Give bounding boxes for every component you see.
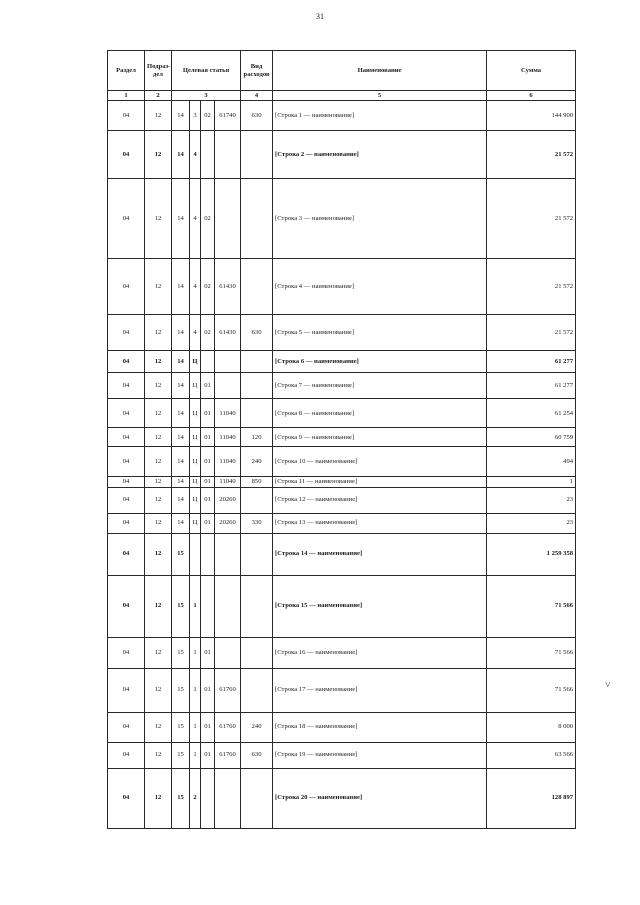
table-row xyxy=(108,315,576,351)
celevaya-4-cell xyxy=(215,373,241,399)
podrazdel-cell: 12 xyxy=(145,487,172,513)
celevaya-1-cell: 15 xyxy=(172,637,190,668)
celevaya-1-cell: 14 xyxy=(172,131,190,179)
table-row xyxy=(108,399,576,428)
celevaya-2-cell xyxy=(190,533,201,575)
podrazdel-cell: 12 xyxy=(145,179,172,259)
sum-cell: 21 572 xyxy=(487,259,576,315)
celevaya-1-cell: 15 xyxy=(172,533,190,575)
vid-rashodov-cell: 120 xyxy=(241,428,273,447)
razdel-cell: 04 xyxy=(108,399,145,428)
table-row xyxy=(108,131,576,179)
table-row xyxy=(108,477,576,487)
celevaya-1-cell: 14 xyxy=(172,373,190,399)
podrazdel-cell: 12 xyxy=(145,742,172,768)
celevaya-2-cell: Ц xyxy=(190,513,201,533)
vid-rashodov-cell: 330 xyxy=(241,513,273,533)
table-body xyxy=(108,101,576,828)
table-row xyxy=(108,768,576,828)
podrazdel-cell: 12 xyxy=(145,477,172,487)
sum-cell: 1 xyxy=(487,477,576,487)
razdel-cell: 04 xyxy=(108,351,145,373)
page-number: 31 xyxy=(316,12,324,21)
sum-cell: 1 259 358 xyxy=(487,533,576,575)
name-cell: [Строка 4 — наименование] xyxy=(273,259,487,315)
celevaya-3-cell: 01 xyxy=(201,428,215,447)
sum-cell: 63 566 xyxy=(487,742,576,768)
table-row xyxy=(108,428,576,447)
razdel-cell: 04 xyxy=(108,477,145,487)
podrazdel-cell: 12 xyxy=(145,131,172,179)
vid-rashodov-cell xyxy=(241,351,273,373)
table-row xyxy=(108,373,576,399)
celevaya-2-cell: 4 xyxy=(190,315,201,351)
name-cell: [Строка 3 — наименование] xyxy=(273,179,487,259)
celevaya-4-cell: 61430 xyxy=(215,259,241,315)
celevaya-2-cell: Ц xyxy=(190,428,201,447)
vid-rashodov-cell xyxy=(241,533,273,575)
name-cell: [Строка 2 — наименование] xyxy=(273,131,487,179)
celevaya-1-cell: 14 xyxy=(172,315,190,351)
celevaya-3-cell: 02 xyxy=(201,179,215,259)
celevaya-1-cell: 14 xyxy=(172,513,190,533)
sum-cell: 61 277 xyxy=(487,373,576,399)
celevaya-4-cell: 61760 xyxy=(215,668,241,712)
name-cell: [Строка 16 — наименование] xyxy=(273,637,487,668)
table-row xyxy=(108,259,576,315)
celevaya-3-cell: 01 xyxy=(201,399,215,428)
name-cell: [Строка 5 — наименование] xyxy=(273,315,487,351)
vid-rashodov-cell xyxy=(241,637,273,668)
name-cell: [Строка 11 — наименование] xyxy=(273,477,487,487)
sum-cell: 21 572 xyxy=(487,131,576,179)
table-row xyxy=(108,513,576,533)
vid-rashodov-cell xyxy=(241,487,273,513)
podrazdel-cell: 12 xyxy=(145,101,172,131)
table-row xyxy=(108,742,576,768)
celevaya-3-cell: 01 xyxy=(201,668,215,712)
vid-rashodov-cell: 240 xyxy=(241,712,273,742)
column-number: 6 xyxy=(487,91,576,101)
celevaya-4-cell: 11040 xyxy=(215,447,241,477)
razdel-cell: 04 xyxy=(108,179,145,259)
celevaya-1-cell: 15 xyxy=(172,575,190,637)
podrazdel-cell: 12 xyxy=(145,668,172,712)
celevaya-4-cell: 61430 xyxy=(215,315,241,351)
header-row xyxy=(108,51,576,91)
header-naimenovanie: Наименование xyxy=(273,51,487,91)
celevaya-3-cell: 01 xyxy=(201,712,215,742)
celevaya-2-cell: 4 xyxy=(190,259,201,315)
celevaya-4-cell xyxy=(215,575,241,637)
celevaya-3-cell: 01 xyxy=(201,447,215,477)
vid-rashodov-cell: 240 xyxy=(241,447,273,477)
column-number: 2 xyxy=(145,91,172,101)
razdel-cell: 04 xyxy=(108,533,145,575)
podrazdel-cell: 12 xyxy=(145,351,172,373)
razdel-cell: 04 xyxy=(108,637,145,668)
razdel-cell: 04 xyxy=(108,447,145,477)
sum-cell: 128 897 xyxy=(487,768,576,828)
name-cell: [Строка 9 — наименование] xyxy=(273,428,487,447)
table-row xyxy=(108,637,576,668)
celevaya-2-cell: 1 xyxy=(190,575,201,637)
name-cell: [Строка 13 — наименование] xyxy=(273,513,487,533)
header-summa: Сумма xyxy=(487,51,576,91)
vid-rashodov-cell xyxy=(241,373,273,399)
sum-cell: 21 572 xyxy=(487,179,576,259)
header-vid-rashodov: Вид расходов xyxy=(241,51,273,91)
celevaya-3-cell xyxy=(201,131,215,179)
celevaya-4-cell: 11040 xyxy=(215,428,241,447)
celevaya-4-cell xyxy=(215,131,241,179)
celevaya-4-cell: 61740 xyxy=(215,101,241,131)
celevaya-1-cell: 14 xyxy=(172,428,190,447)
column-number: 3 xyxy=(172,91,241,101)
column-number: 5 xyxy=(273,91,487,101)
celevaya-3-cell: 01 xyxy=(201,487,215,513)
table-row xyxy=(108,575,576,637)
name-cell: [Строка 8 — наименование] xyxy=(273,399,487,428)
podrazdel-cell: 12 xyxy=(145,315,172,351)
celevaya-4-cell: 11040 xyxy=(215,477,241,487)
razdel-cell: 04 xyxy=(108,373,145,399)
name-cell: [Строка 7 — наименование] xyxy=(273,373,487,399)
table-row xyxy=(108,668,576,712)
table-row xyxy=(108,533,576,575)
razdel-cell: 04 xyxy=(108,259,145,315)
sum-cell: 8 000 xyxy=(487,712,576,742)
celevaya-2-cell: Ц xyxy=(190,477,201,487)
celevaya-2-cell: Ц xyxy=(190,447,201,477)
celevaya-1-cell: 14 xyxy=(172,351,190,373)
celevaya-4-cell xyxy=(215,768,241,828)
name-cell: [Строка 14 — наименование] xyxy=(273,533,487,575)
vid-rashodov-cell xyxy=(241,259,273,315)
podrazdel-cell: 12 xyxy=(145,637,172,668)
celevaya-3-cell: 01 xyxy=(201,742,215,768)
celevaya-1-cell: 15 xyxy=(172,742,190,768)
razdel-cell: 04 xyxy=(108,768,145,828)
celevaya-3-cell: 01 xyxy=(201,637,215,668)
celevaya-2-cell: Ц xyxy=(190,487,201,513)
sum-cell: 71 566 xyxy=(487,637,576,668)
celevaya-3-cell: 01 xyxy=(201,513,215,533)
celevaya-4-cell xyxy=(215,637,241,668)
celevaya-1-cell: 15 xyxy=(172,668,190,712)
celevaya-3-cell xyxy=(201,533,215,575)
header-podrazdel: Подраз-дел xyxy=(145,51,172,91)
column-number-row xyxy=(108,91,576,101)
podrazdel-cell: 12 xyxy=(145,513,172,533)
header-razdel: Раздел xyxy=(108,51,145,91)
vid-rashodov-cell xyxy=(241,179,273,259)
vid-rashodov-cell xyxy=(241,768,273,828)
celevaya-3-cell xyxy=(201,768,215,828)
name-cell: [Строка 15 — наименование] xyxy=(273,575,487,637)
razdel-cell: 04 xyxy=(108,668,145,712)
razdel-cell: 04 xyxy=(108,742,145,768)
vid-rashodov-cell xyxy=(241,668,273,712)
celevaya-2-cell: 1 xyxy=(190,668,201,712)
celevaya-2-cell: 4 xyxy=(190,131,201,179)
table-row xyxy=(108,447,576,477)
razdel-cell: 04 xyxy=(108,315,145,351)
sum-cell: 71 566 xyxy=(487,668,576,712)
vid-rashodov-cell xyxy=(241,575,273,637)
celevaya-2-cell: 1 xyxy=(190,742,201,768)
podrazdel-cell: 12 xyxy=(145,428,172,447)
sum-cell: 494 xyxy=(487,447,576,477)
celevaya-2-cell: 1 xyxy=(190,712,201,742)
vid-rashodov-cell: 630 xyxy=(241,742,273,768)
vid-rashodov-cell: 630 xyxy=(241,101,273,131)
razdel-cell: 04 xyxy=(108,712,145,742)
sum-cell: 71 566 xyxy=(487,575,576,637)
name-cell: [Строка 19 — наименование] xyxy=(273,742,487,768)
celevaya-3-cell: 02 xyxy=(201,101,215,131)
celevaya-3-cell xyxy=(201,575,215,637)
name-cell: [Строка 17 — наименование] xyxy=(273,668,487,712)
name-cell: [Строка 12 — наименование] xyxy=(273,487,487,513)
celevaya-1-cell: 14 xyxy=(172,477,190,487)
budget-table xyxy=(107,50,576,829)
celevaya-2-cell: Ц xyxy=(190,399,201,428)
celevaya-1-cell: 15 xyxy=(172,712,190,742)
celevaya-2-cell: Ц xyxy=(190,351,201,373)
table-row xyxy=(108,712,576,742)
celevaya-3-cell: 01 xyxy=(201,477,215,487)
podrazdel-cell: 12 xyxy=(145,373,172,399)
celevaya-1-cell: 14 xyxy=(172,101,190,131)
celevaya-2-cell: 4 xyxy=(190,179,201,259)
table-row xyxy=(108,351,576,373)
name-cell: [Строка 1 — наименование] xyxy=(273,101,487,131)
name-cell: [Строка 18 — наименование] xyxy=(273,712,487,742)
sum-cell: 21 572 xyxy=(487,315,576,351)
celevaya-2-cell: 1 xyxy=(190,637,201,668)
celevaya-4-cell: 11040 xyxy=(215,399,241,428)
sum-cell: 61 254 xyxy=(487,399,576,428)
celevaya-2-cell: 3 xyxy=(190,101,201,131)
celevaya-4-cell xyxy=(215,351,241,373)
name-cell: [Строка 20 — наименование] xyxy=(273,768,487,828)
celevaya-3-cell: 01 xyxy=(201,373,215,399)
vid-rashodov-cell xyxy=(241,131,273,179)
razdel-cell: 04 xyxy=(108,428,145,447)
celevaya-2-cell: Ц xyxy=(190,373,201,399)
razdel-cell: 04 xyxy=(108,513,145,533)
celevaya-3-cell: 02 xyxy=(201,259,215,315)
column-number: 4 xyxy=(241,91,273,101)
celevaya-1-cell: 14 xyxy=(172,399,190,428)
podrazdel-cell: 12 xyxy=(145,768,172,828)
celevaya-4-cell: 20260 xyxy=(215,487,241,513)
table-row xyxy=(108,101,576,131)
celevaya-4-cell: 20260 xyxy=(215,513,241,533)
razdel-cell: 04 xyxy=(108,131,145,179)
celevaya-4-cell: 61760 xyxy=(215,712,241,742)
celevaya-3-cell: 02 xyxy=(201,315,215,351)
vid-rashodov-cell xyxy=(241,399,273,428)
celevaya-4-cell xyxy=(215,533,241,575)
celevaya-3-cell xyxy=(201,351,215,373)
table-row xyxy=(108,179,576,259)
celevaya-4-cell xyxy=(215,179,241,259)
sum-cell: 144 900 xyxy=(487,101,576,131)
table-row xyxy=(108,487,576,513)
name-cell: [Строка 10 — наименование] xyxy=(273,447,487,477)
podrazdel-cell: 12 xyxy=(145,447,172,477)
celevaya-2-cell: 2 xyxy=(190,768,201,828)
celevaya-4-cell: 61760 xyxy=(215,742,241,768)
sum-cell: 60 759 xyxy=(487,428,576,447)
celevaya-1-cell: 14 xyxy=(172,259,190,315)
sum-cell: 61 277 xyxy=(487,351,576,373)
vid-rashodov-cell: 850 xyxy=(241,477,273,487)
podrazdel-cell: 12 xyxy=(145,533,172,575)
celevaya-1-cell: 15 xyxy=(172,768,190,828)
column-number: 1 xyxy=(108,91,145,101)
vid-rashodov-cell: 630 xyxy=(241,315,273,351)
margin-mark: ˅ xyxy=(605,680,611,691)
celevaya-1-cell: 14 xyxy=(172,447,190,477)
razdel-cell: 04 xyxy=(108,101,145,131)
sum-cell: 23 xyxy=(487,513,576,533)
sum-cell: 23 xyxy=(487,487,576,513)
razdel-cell: 04 xyxy=(108,487,145,513)
name-cell: [Строка 6 — наименование] xyxy=(273,351,487,373)
podrazdel-cell: 12 xyxy=(145,259,172,315)
podrazdel-cell: 12 xyxy=(145,399,172,428)
podrazdel-cell: 12 xyxy=(145,575,172,637)
razdel-cell: 04 xyxy=(108,575,145,637)
podrazdel-cell: 12 xyxy=(145,712,172,742)
celevaya-1-cell: 14 xyxy=(172,179,190,259)
header-celevaya-statya: Целевая статья xyxy=(172,51,241,91)
celevaya-1-cell: 14 xyxy=(172,487,190,513)
